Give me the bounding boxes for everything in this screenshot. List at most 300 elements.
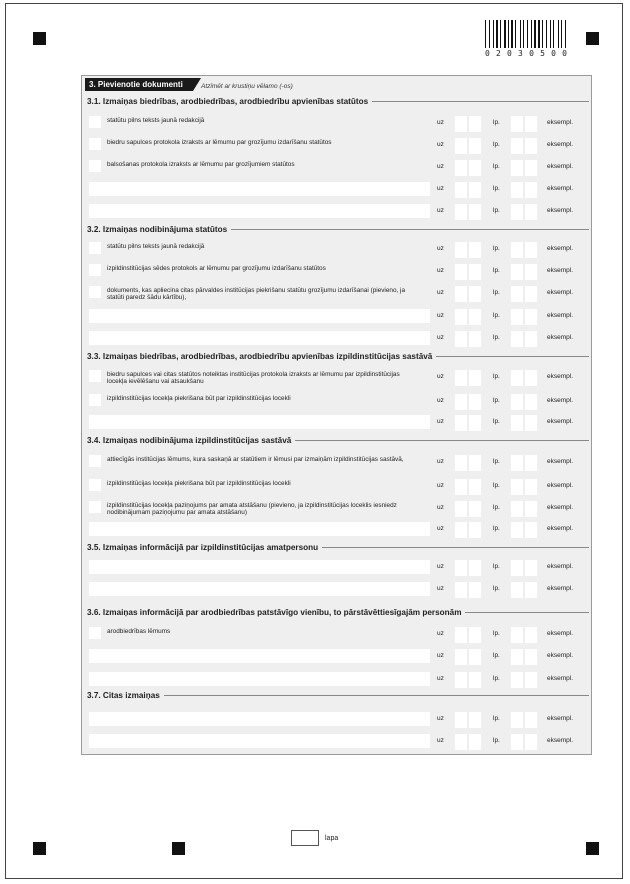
page-count-box-2[interactable] (525, 286, 537, 302)
page-count-box-2[interactable] (525, 649, 537, 665)
page-count-box-1[interactable] (511, 286, 523, 302)
barcode-bar (487, 20, 488, 48)
page-count-box-1[interactable] (511, 649, 523, 665)
other-document-field[interactable] (89, 712, 430, 726)
from-page-box-1[interactable] (455, 204, 467, 220)
document-row (82, 182, 593, 198)
barcode-bar (502, 20, 503, 48)
from-page-box-1[interactable] (455, 672, 467, 688)
other-document-field[interactable] (89, 204, 430, 218)
lp-label: lp. (493, 418, 500, 425)
page-count-box-2[interactable] (525, 182, 537, 198)
document-checkbox[interactable] (89, 370, 101, 382)
copies-label: eksempl. (547, 630, 574, 637)
uz-label: uz (437, 715, 444, 722)
registration-mark-bottom-middle (172, 842, 185, 855)
section-title-text: 3.6. Izmaiņas informācijā par arodbiedrības patstāvīgo vienību, to pārstāvēttiesīgajām personām (87, 608, 465, 617)
from-page-box-1[interactable] (455, 309, 467, 325)
section-title-1 (87, 97, 589, 106)
page-count-box-2[interactable] (525, 394, 537, 410)
lp-label: lp. (493, 458, 500, 465)
document-checkbox[interactable] (89, 160, 101, 172)
page-count-box-1[interactable] (511, 455, 523, 471)
document-checkbox[interactable] (89, 455, 101, 467)
lp-label: lp. (493, 504, 500, 511)
page-count-box-2[interactable] (525, 138, 537, 154)
page-count-box-2[interactable] (525, 331, 537, 347)
registration-mark-bottom-right (586, 842, 599, 855)
uz-label: uz (437, 458, 444, 465)
from-page-box-2[interactable] (469, 370, 481, 386)
page-count-box-1[interactable] (511, 138, 523, 154)
uz-label: uz (437, 334, 444, 341)
page-count-box-2[interactable] (525, 501, 537, 517)
uz-label: uz (437, 563, 444, 570)
barcode-bar (511, 20, 512, 48)
document-label: balsošanas protokola izraksts ar lēmumu par grozījumiem statūtos (107, 161, 295, 168)
barcode-bar (517, 20, 519, 48)
uz-label: uz (437, 525, 444, 532)
barcode-bar (521, 20, 522, 48)
other-document-field[interactable] (89, 331, 430, 345)
page-count-box-1[interactable] (511, 734, 523, 750)
page-count-box-1[interactable] (511, 672, 523, 688)
from-page-box-2[interactable] (469, 560, 481, 576)
copies-label: eksempl. (547, 185, 574, 192)
document-row (82, 455, 593, 471)
lp-label: lp. (493, 119, 500, 126)
document-row (82, 479, 593, 495)
section-title-rule (295, 440, 589, 441)
document-row (82, 309, 593, 325)
page-number-field[interactable] (291, 830, 319, 846)
page-count-box-2[interactable] (525, 370, 537, 386)
from-page-box-1[interactable] (455, 160, 467, 176)
barcode-digit: 0 (551, 49, 556, 58)
section-title-text: 3.1. Izmaiņas biedrības, arodbiedrības, arodbiedrību apvienības statūtos (87, 97, 372, 106)
uz-label: uz (437, 373, 444, 380)
uz-label: uz (437, 207, 444, 214)
from-page-box-1[interactable] (455, 627, 467, 643)
uz-label: uz (437, 397, 444, 404)
document-checkbox[interactable] (89, 286, 101, 298)
copies-label: eksempl. (547, 207, 574, 214)
section-header-tab: 3. Pievienotie dokumenti (85, 78, 193, 91)
page-count-box-2[interactable] (525, 672, 537, 688)
document-label: biedru sapulces vai citas statūtos noteiktas institūcijas protokola izraksts ar lēmumu par izpildinstitūcijas locekļa ievēlēšanu vai atsaukšanu (107, 371, 400, 386)
page-count-box-2[interactable] (525, 582, 537, 598)
page-count-box-2[interactable] (525, 560, 537, 576)
document-row (82, 560, 593, 576)
lp-label: lp. (493, 245, 500, 252)
page-count-box-1[interactable] (511, 415, 523, 431)
from-page-box-1[interactable] (455, 331, 467, 347)
document-row (82, 627, 593, 643)
page-count-box-2[interactable] (525, 415, 537, 431)
lp-label: lp. (493, 652, 500, 659)
document-row (82, 501, 593, 517)
copies-label: eksempl. (547, 675, 574, 682)
page-count-box-2[interactable] (525, 204, 537, 220)
from-page-box-2[interactable] (469, 116, 481, 132)
uz-label: uz (437, 630, 444, 637)
document-checkbox[interactable] (89, 479, 101, 491)
page-count-box-1[interactable] (511, 264, 523, 280)
from-page-box-2[interactable] (469, 182, 481, 198)
barcode-bar (493, 20, 494, 48)
barcode-bar (548, 20, 549, 48)
uz-label: uz (437, 289, 444, 296)
barcode-bar (490, 20, 491, 48)
lp-label: lp. (493, 563, 500, 570)
page-count-box-1[interactable] (511, 204, 523, 220)
page-count-box-2[interactable] (525, 479, 537, 495)
from-page-box-1[interactable] (455, 582, 467, 598)
copies-label: eksempl. (547, 563, 574, 570)
section-title-text: 3.5. Izmaiņas informācijā par izpildinstitūcijas amatpersonu (87, 543, 322, 552)
document-label: izpildinstitūcijas sēdes protokols ar lēmumu par grozījumu izdarīšanu statūtos (107, 265, 326, 272)
from-page-box-2[interactable] (469, 204, 481, 220)
barcode-bar (561, 20, 562, 48)
document-row (82, 264, 593, 280)
page-count-box-1[interactable] (511, 160, 523, 176)
from-page-box-1[interactable] (455, 712, 467, 728)
copies-label: eksempl. (547, 245, 574, 252)
document-checkbox[interactable] (89, 394, 101, 406)
document-label: biedru sapulces protokola izraksts ar lēmumu par grozījumu izdarīšanu statūtos (107, 139, 332, 146)
copies-label: eksempl. (547, 163, 574, 170)
document-label: arodbiedrības lēmums (107, 628, 171, 635)
document-row (82, 286, 593, 302)
from-page-box-2[interactable] (469, 734, 481, 750)
section-title-7 (87, 691, 589, 700)
document-row (82, 672, 593, 688)
other-document-field[interactable] (89, 309, 430, 323)
barcode-bar (544, 20, 545, 48)
page-count-box-1[interactable] (511, 501, 523, 517)
barcode-bar (499, 20, 500, 48)
page-count-box-1[interactable] (511, 242, 523, 258)
from-page-box-1[interactable] (455, 116, 467, 132)
document-row (82, 712, 593, 728)
document-checkbox[interactable] (89, 627, 101, 639)
page-count-box-1[interactable] (511, 627, 523, 643)
barcode-bar (563, 20, 564, 48)
copies-label: eksempl. (547, 458, 574, 465)
from-page-box-2[interactable] (469, 672, 481, 688)
section-title-5 (87, 543, 589, 552)
section-title-6 (87, 608, 589, 617)
other-document-field[interactable] (89, 560, 430, 574)
document-row (82, 394, 593, 410)
from-page-box-1[interactable] (455, 415, 467, 431)
from-page-box-1[interactable] (455, 649, 467, 665)
section-title-rule (465, 612, 589, 613)
page-count-box-2[interactable] (525, 242, 537, 258)
document-row (82, 582, 593, 598)
barcode-number (485, 49, 567, 58)
page-count-box-1[interactable] (511, 560, 523, 576)
from-page-box-1[interactable] (455, 286, 467, 302)
uz-label: uz (437, 737, 444, 744)
other-document-field[interactable] (89, 415, 430, 429)
from-page-box-2[interactable] (469, 455, 481, 471)
page-count-box-2[interactable] (525, 455, 537, 471)
section-title-text: 3.7. Citas izmaiņas (87, 691, 164, 700)
from-page-box-2[interactable] (469, 160, 481, 176)
barcode-bar (534, 20, 536, 48)
section-title-text: 3.2. Izmaiņas nodibinājuma statūtos (87, 225, 231, 234)
from-page-box-2[interactable] (469, 286, 481, 302)
barcode-bar (542, 20, 543, 48)
copies-label: eksempl. (547, 289, 574, 296)
barcode-bar (494, 20, 495, 48)
barcode-digit: 3 (518, 49, 523, 58)
uz-label: uz (437, 652, 444, 659)
from-page-box-2[interactable] (469, 242, 481, 258)
from-page-box-2[interactable] (469, 479, 481, 495)
barcode-bar (514, 20, 515, 48)
barcode-bar (541, 20, 542, 48)
document-label: attiecīgās institūcijas lēmums, kura saskaņā ar statūtiem ir lēmusi par izmaiņām izpildinstitūcijas sastāvā, (107, 456, 404, 463)
document-row (82, 331, 593, 347)
document-row (82, 370, 593, 386)
from-page-box-2[interactable] (469, 309, 481, 325)
barcode-bar (550, 20, 551, 48)
document-label: dokuments, kas apliecina citas pārvaldes institūcijas piekrišanu statūtu grozījumu izdarīšanai (pievieno, ja statūti paredz šādu kārtību), (107, 287, 406, 302)
lp-label: lp. (493, 185, 500, 192)
lp-label: lp. (493, 675, 500, 682)
uz-label: uz (437, 585, 444, 592)
from-page-box-2[interactable] (469, 415, 481, 431)
lp-label: lp. (493, 267, 500, 274)
section-title-text: 3.3. Izmaiņas biedrības, arodbiedrības, arodbiedrību apvienības izpildinstitūcijas sastāvā (87, 352, 436, 361)
document-label: izpildinstitūcijas locekļa piekrišana būt par izpildinstitūcijas locekli (107, 480, 291, 487)
from-page-box-1[interactable] (455, 182, 467, 198)
barcode-digit: 0 (529, 49, 534, 58)
from-page-box-2[interactable] (469, 264, 481, 280)
uz-label: uz (437, 418, 444, 425)
other-document-field[interactable] (89, 522, 430, 536)
barcode-bar (555, 20, 557, 48)
from-page-box-1[interactable] (455, 394, 467, 410)
barcode-bar (500, 20, 501, 48)
page-count-box-2[interactable] (525, 309, 537, 325)
registration-mark-top-right (586, 32, 599, 45)
lp-label: lp. (493, 630, 500, 637)
other-document-field[interactable] (89, 672, 430, 686)
document-label: statūtu pilns teksts jaunā redakcijā (107, 117, 205, 124)
barcode-bar (507, 20, 508, 48)
registration-mark-top-left (33, 32, 46, 45)
copies-label: eksempl. (547, 373, 574, 380)
from-page-box-1[interactable] (455, 455, 467, 471)
lp-label: lp. (493, 737, 500, 744)
barcode-bar (552, 20, 553, 48)
uz-label: uz (437, 245, 444, 252)
lp-label: lp. (493, 312, 500, 319)
page-count-box-1[interactable] (511, 309, 523, 325)
section-title-rule (436, 356, 589, 357)
barcode-bar (510, 20, 511, 48)
section-title-4 (87, 436, 589, 445)
barcode-bar (508, 20, 509, 48)
copies-label: eksempl. (547, 418, 574, 425)
uz-label: uz (437, 267, 444, 274)
page-count-box-2[interactable] (525, 712, 537, 728)
barcode-bar (532, 20, 533, 48)
lp-label: lp. (493, 289, 500, 296)
lp-label: lp. (493, 334, 500, 341)
from-page-box-1[interactable] (455, 560, 467, 576)
section-title-3 (87, 352, 589, 361)
barcode-digit: 0 (485, 49, 490, 58)
copies-label: eksempl. (547, 141, 574, 148)
copies-label: eksempl. (547, 312, 574, 319)
from-page-box-1[interactable] (455, 242, 467, 258)
barcode-bar (523, 20, 524, 48)
page-count-box-2[interactable] (525, 734, 537, 750)
page-count-box-1[interactable] (511, 394, 523, 410)
from-page-box-1[interactable] (455, 522, 467, 538)
document-checkbox[interactable] (89, 264, 101, 276)
document-checkbox[interactable] (89, 138, 101, 150)
page-count-box-1[interactable] (511, 182, 523, 198)
barcode-digit: 5 (540, 49, 545, 58)
lp-label: lp. (493, 482, 500, 489)
uz-label: uz (437, 141, 444, 148)
copies-label: eksempl. (547, 267, 574, 274)
page-count-box-1[interactable] (511, 712, 523, 728)
page-count-box-1[interactable] (511, 522, 523, 538)
from-page-box-2[interactable] (469, 138, 481, 154)
page-count-box-2[interactable] (525, 627, 537, 643)
section-header-note: Atzīmēt ar krustiņu vēlamo (-os) (201, 83, 293, 90)
section-title-2 (87, 225, 589, 234)
from-page-box-1[interactable] (455, 370, 467, 386)
page-count-box-1[interactable] (511, 479, 523, 495)
page-count-box-1[interactable] (511, 331, 523, 347)
section-title-rule (231, 229, 589, 230)
document-label: statūtu pilns teksts jaunā redakcijā (107, 243, 205, 250)
from-page-box-2[interactable] (469, 582, 481, 598)
other-document-field[interactable] (89, 734, 430, 748)
copies-label: eksempl. (547, 334, 574, 341)
lp-label: lp. (493, 525, 500, 532)
document-row (82, 522, 593, 538)
page-count-box-1[interactable] (511, 370, 523, 386)
page-number-label: lapa (325, 835, 339, 842)
barcode-bar (558, 20, 559, 48)
from-page-box-2[interactable] (469, 649, 481, 665)
barcode-bar (504, 20, 505, 48)
document-row (82, 138, 593, 154)
other-document-field[interactable] (89, 649, 430, 663)
from-page-box-2[interactable] (469, 331, 481, 347)
from-page-box-2[interactable] (469, 394, 481, 410)
copies-label: eksempl. (547, 119, 574, 126)
from-page-box-2[interactable] (469, 522, 481, 538)
page-count-box-2[interactable] (525, 522, 537, 538)
from-page-box-2[interactable] (469, 501, 481, 517)
page-count-box-2[interactable] (525, 160, 537, 176)
document-row (82, 734, 593, 750)
copies-label: eksempl. (547, 504, 574, 511)
from-page-box-1[interactable] (455, 264, 467, 280)
barcode-bar (515, 20, 516, 48)
from-page-box-1[interactable] (455, 501, 467, 517)
barcode (485, 20, 567, 58)
barcode-digit: 0 (562, 49, 567, 58)
page-count-box-1[interactable] (511, 116, 523, 132)
barcode-bar (489, 20, 490, 48)
from-page-box-2[interactable] (469, 627, 481, 643)
uz-label: uz (437, 312, 444, 319)
from-page-box-2[interactable] (469, 712, 481, 728)
copies-label: eksempl. (547, 525, 574, 532)
barcode-bar (538, 20, 539, 48)
uz-label: uz (437, 675, 444, 682)
document-checkbox[interactable] (89, 242, 101, 254)
lp-label: lp. (493, 207, 500, 214)
barcode-bar (527, 20, 528, 48)
barcode-bar (537, 20, 538, 48)
registration-mark-bottom-left (33, 842, 46, 855)
section-title-rule (322, 547, 589, 548)
document-label: izpildinstitūcijas locekļa piekrišana būt par izpildinstitūcijas locekli (107, 395, 291, 402)
lp-label: lp. (493, 397, 500, 404)
barcode-bar (520, 20, 521, 48)
barcode-bar (485, 20, 486, 48)
page-count-box-2[interactable] (525, 264, 537, 280)
document-checkbox[interactable] (89, 501, 101, 513)
other-document-field[interactable] (89, 182, 430, 196)
document-row (82, 415, 593, 431)
lp-label: lp. (493, 141, 500, 148)
uz-label: uz (437, 185, 444, 192)
from-page-box-1[interactable] (455, 734, 467, 750)
copies-label: eksempl. (547, 585, 574, 592)
page-count-box-2[interactable] (525, 116, 537, 132)
copies-label: eksempl. (547, 397, 574, 404)
lp-label: lp. (493, 585, 500, 592)
document-row (82, 204, 593, 220)
barcode-bar (529, 20, 530, 48)
from-page-box-1[interactable] (455, 138, 467, 154)
barcode-bar (546, 20, 547, 48)
barcode-bar (565, 20, 566, 48)
copies-label: eksempl. (547, 482, 574, 489)
barcode-bar (531, 20, 532, 48)
document-checkbox[interactable] (89, 116, 101, 128)
barcode-digit: 2 (496, 49, 501, 58)
page-count-box-1[interactable] (511, 582, 523, 598)
document-row (82, 160, 593, 176)
uz-label: uz (437, 119, 444, 126)
document-label: izpildinstitūcijas locekļa paziņojums par amata atstāšanu (pievieno, ja izpildinstitūcijas loceklis iesniedz nodibinājumam paziņojumu par amata atstāšanu) (107, 502, 397, 517)
document-row (82, 116, 593, 132)
other-document-field[interactable] (89, 582, 430, 596)
section-title-rule (164, 695, 589, 696)
uz-label: uz (437, 504, 444, 511)
lp-label: lp. (493, 373, 500, 380)
barcode-bar (559, 20, 560, 48)
uz-label: uz (437, 482, 444, 489)
from-page-box-1[interactable] (455, 479, 467, 495)
barcode-bar (553, 20, 554, 48)
attached-documents-form (81, 75, 592, 755)
copies-label: eksempl. (547, 737, 574, 744)
